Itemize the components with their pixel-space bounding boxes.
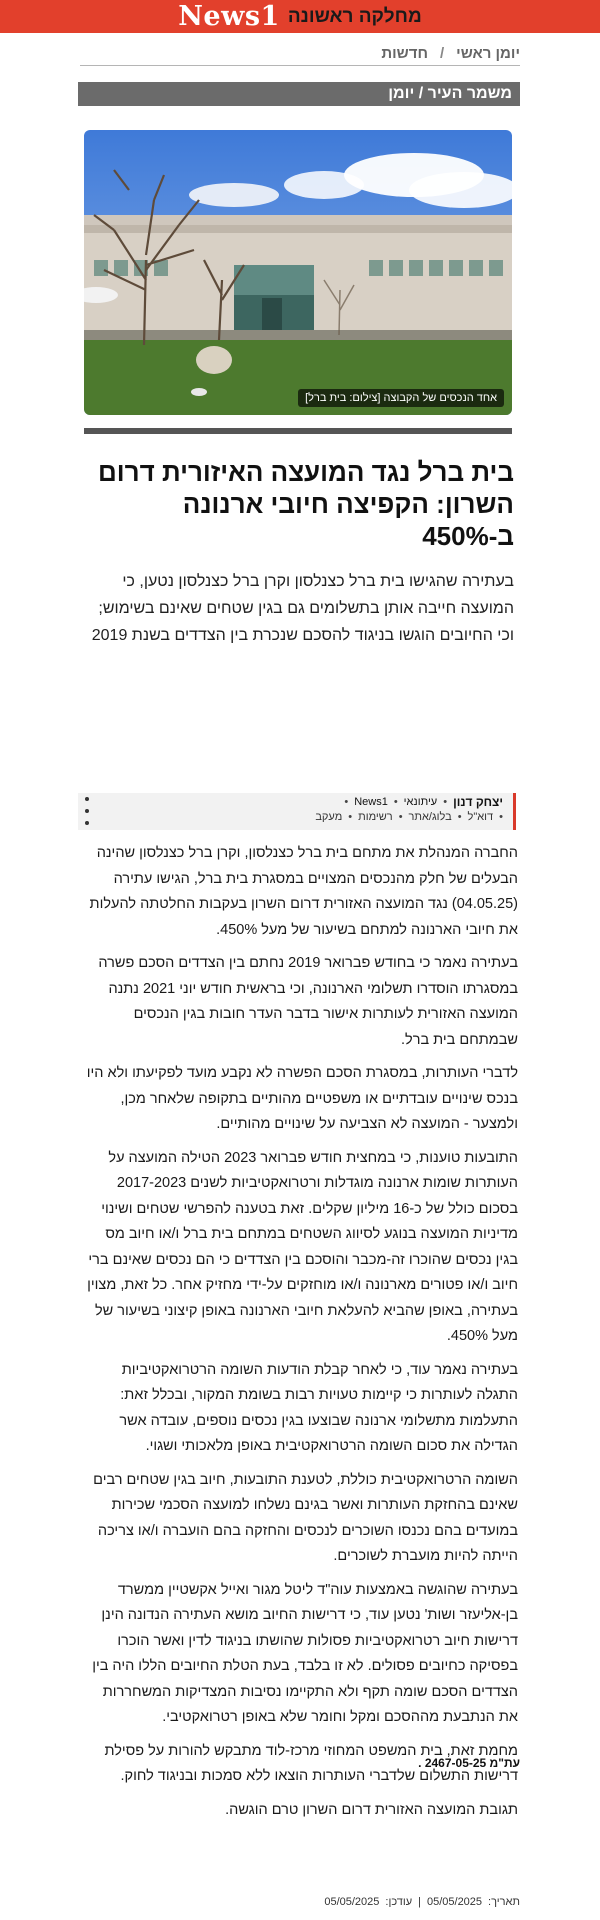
breadcrumb-item-main-journal[interactable]: יומן ראשי — [456, 45, 520, 62]
author-role: עיתונאי — [403, 796, 438, 808]
author-name[interactable]: יצחק דנון — [453, 795, 503, 809]
more-options-icon[interactable] — [82, 797, 92, 825]
article-paragraph: בעתירה נאמר עוד, כי לאחר קבלת הודעות השומה הרטרואקטיביות התגלה לעותרות כי קיימות טעויות רבות בשומת המקור, ובכלל זאת: התעלמות מתשלומי ארנונה שבוצעו בגין נכסים נוספים, עובדה אשר הגדילה את סכום השומה הרטרואקטיבית באופן מלאכותי ושגוי. — [119, 1361, 518, 1454]
bullet: • — [398, 811, 403, 823]
author-outlet: News1 — [354, 796, 388, 808]
date-label: תאריך: — [488, 1896, 520, 1908]
updated-value: 05/05/2025 — [324, 1896, 380, 1908]
author-info — [78, 795, 503, 809]
bullet: • — [457, 811, 462, 823]
site-tagline: מחלקה ראשונה — [287, 5, 422, 27]
author-link-follow[interactable]: מעקב — [315, 811, 343, 823]
breadcrumb-item-news[interactable]: חדשות — [381, 45, 428, 62]
article-dates — [80, 1896, 520, 1908]
bullet: • — [393, 796, 398, 808]
article-paragraph: תגובת המועצה האזורית דרום השרון טרם הוגשה. — [225, 1801, 518, 1818]
hero-caption: אחד הנכסים של הקבוצה [צילום: בית ברל] — [298, 389, 504, 407]
section-title-bar — [78, 82, 520, 106]
article-body — [82, 841, 518, 1831]
updated-label: עודכן: — [385, 1896, 413, 1908]
site-header — [0, 0, 600, 33]
case-number — [80, 1756, 520, 1770]
article-paragraph: מחמת זאת, בית המשפט המחוזי מרכז-לוד מתבקש להורות על פסילת דרישות התשלום שלדברי העותרות הוצאו ללא סמכות ובניגוד לחוק. — [104, 1742, 518, 1784]
article-paragraph: השומה הרטרואקטיבית כוללת, לטענת התובעות, חיוב בגין שטחים רבים שאינם בהחזקת העותרות ואשר בגינם נשלחו למועצה הסכמי שכירות במועדים בהם נכנסו השוכרים לנכסים והחזקה בהם הועברה ו/או צריכה הייתה להיות מועברת לשוכרים. — [93, 1471, 518, 1564]
case-number-bullet: . — [418, 1756, 422, 1770]
breadcrumb — [80, 45, 520, 62]
bullet: • — [443, 796, 448, 808]
author-link-email[interactable]: דוא"ל — [467, 811, 494, 823]
author-link-blog[interactable]: בלוג/אתר — [408, 811, 452, 823]
date-separator: | — [418, 1896, 421, 1908]
author-box — [78, 793, 516, 830]
bullet: • — [344, 796, 349, 808]
breadcrumb-separator: / — [440, 45, 445, 62]
article-lede: בעתירה שהגישו בית ברל כצנלסון וקרן ברל כצנלסון נטען, כי המועצה חייבה אותן בתשלומים גם בגין שטחים שאינם בשימוש; וכי החיובים הוגשו בניגוד להסכם שנכרת בין הצדדים בשנת 2019 — [91, 573, 514, 644]
bullet: • — [499, 811, 503, 823]
article-paragraph: בעתירה שהוגשה באמצעות עוה"ד ליטל מגור ואייל אקשטיין ממשרד בן-אליעזר ושות' נטען עוד, כי דרישות החיוב מושא העתירה הנדונה הינן דרישות חיוב רטרואקטיביות פסולות שהושתו בניגוד לדין ואשר הוכרו בפסיקה כחיובים פסולים. לא זו בלבד, בעת הטלת החיובים הללו היה בין הצדדים הסכם שומה תקף ולא התקיימו נסיבות המצדיקות המשחררות את הנתבעת מההסכם ומקל וחומר שלא באופן רטרואקטיבי. — [92, 1581, 518, 1725]
date-value: 05/05/2025 — [426, 1896, 483, 1908]
author-link-articles[interactable]: רשימות — [358, 811, 393, 823]
section-title[interactable]: משמר העיר / יומן — [388, 85, 512, 102]
bullet: • — [348, 811, 353, 823]
author-links — [78, 811, 503, 823]
hero-image — [84, 130, 512, 415]
case-number-text: עת"מ 2467-05-25 — [424, 1756, 520, 1770]
article-paragraph: בעתירה נאמר כי בחודש פברואר 2019 נחתם בין הצדדים הסכם פשרה במסגרתו הוסדרו תשלומי הארנונה, וכי בראשית חודש יוני 2021 נתנה המועצה האזורית לעותרות אישור בדבר העדר חובות בגין הנכסים שבמתחם בית ברל. — [98, 955, 518, 1048]
article-paragraph: לדברי העותרות, במסגרת הסכם הפשרה לא נקבע מועד לפקיעתו ולא היו בנכס שינויים עובדתיים או משפטיים מהותיים בתקופה שלאחר מכן, ולמצער - המועצה לא הצביעה על שינויים מהותיים. — [86, 1065, 518, 1132]
article-paragraph: התובעות טוענות, כי במחצית חודש פברואר 2023 הטילה המועצה על העותרות שומות ארנונה מוגדלות ורטרואקטיביות לשנים 2017-2023 בסכום כולל של כ-16 מיליון שקלים. זאת בטענה להפרשי שטחים ושינוי מדיניות המועצה בנוגע לסיווג השטחים במתחם בית ברל ו/או חיוב מס בגין נכסים שהוכרו זה-מכבר והוסכם בין הצדדים כי הם נכסים שאינם ברי חיוב ו/או פטורים מארנונה ו/או מוחזקים על-ידי מחזיק אחר. כל זאת, מצוין בעתירה, באופן שהביא להעלאת חיובי הארנונה באופן קיצוני בשיעור של מעל 450%. — [87, 1149, 518, 1344]
breadcrumb-divider — [80, 65, 520, 66]
campus-building-photo — [84, 130, 512, 415]
site-logo[interactable]: News1 — [178, 1, 280, 32]
hero-divider — [84, 428, 512, 434]
article-paragraph: החברה המנהלת את מתחם בית ברל כצנלסון, וקרן ברל כצנלסון שהינה הבעלים של חלק מהנכסים המצויים במסגרת בית ברל, הגישו עתירה (04.05.25) נגד המועצה האזורית דרום השרון בעקבות החלטתה להעלות את חיובי הארנונה למתחם בשיעור של מעל 450%. — [89, 845, 518, 938]
article-headline: בית ברל נגד המועצה האיזורית דרום השרון: הקפיצה חיובי ארנונה ב-450% — [98, 457, 514, 551]
